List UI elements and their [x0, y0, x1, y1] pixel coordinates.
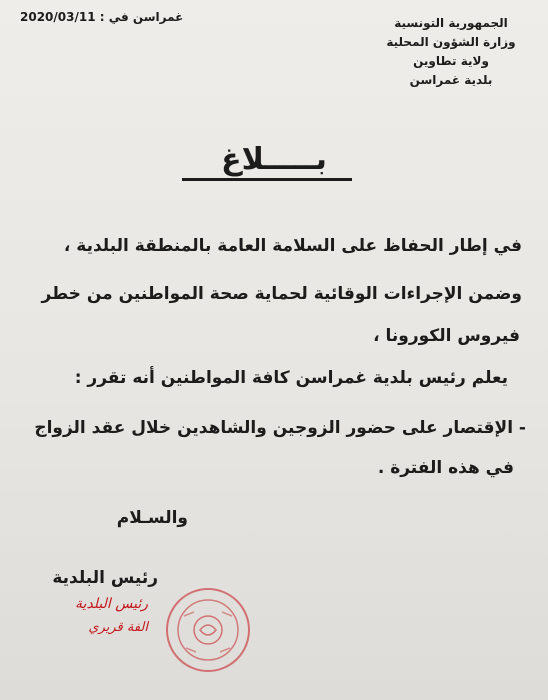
letterhead-country: الجمهورية التونسية [394, 16, 508, 30]
body-line-2: وضمن الإجراءات الوقائية لحماية صحة المواطنين من خطر [41, 284, 522, 304]
date-value: 2020/03/11 [20, 10, 96, 24]
stamp-seal-icon [164, 586, 252, 674]
date-label: غمراسن في : [99, 10, 184, 24]
document-title: بـــــلاغ [221, 142, 327, 177]
letterhead-ministry: وزارة الشؤون المحلية [386, 35, 516, 49]
body-line-6: في هذه الفترة . [377, 458, 514, 478]
body-line-1: في إطار الحفاظ على السلامة العامة بالمنطقة البلدية ، [63, 236, 522, 256]
signer-title: رئيس البلدية [52, 568, 158, 588]
handwritten-signature-name: الفة قريري [88, 620, 148, 635]
closing-salutation: والسـلام [116, 508, 188, 528]
letterhead-municipality: بلدية غمراسن [409, 73, 493, 87]
body-line-3: فيروس الكورونا ، [373, 326, 520, 346]
title-underline [182, 178, 352, 181]
body-line-4: يعلم رئيس بلدية غمراسن كافة المواطنين أنه تقرر : [74, 368, 508, 388]
body-line-5: - الإقتصار على حضور الزوجين والشاهدين خلال عقد الزواج [34, 418, 526, 438]
handwritten-signature-title: رئيس البلدية [75, 596, 148, 612]
date-line [20, 10, 183, 24]
official-stamp [164, 586, 252, 674]
letterhead [376, 14, 526, 90]
letterhead-governorate: ولاية تطاوين [413, 54, 489, 68]
